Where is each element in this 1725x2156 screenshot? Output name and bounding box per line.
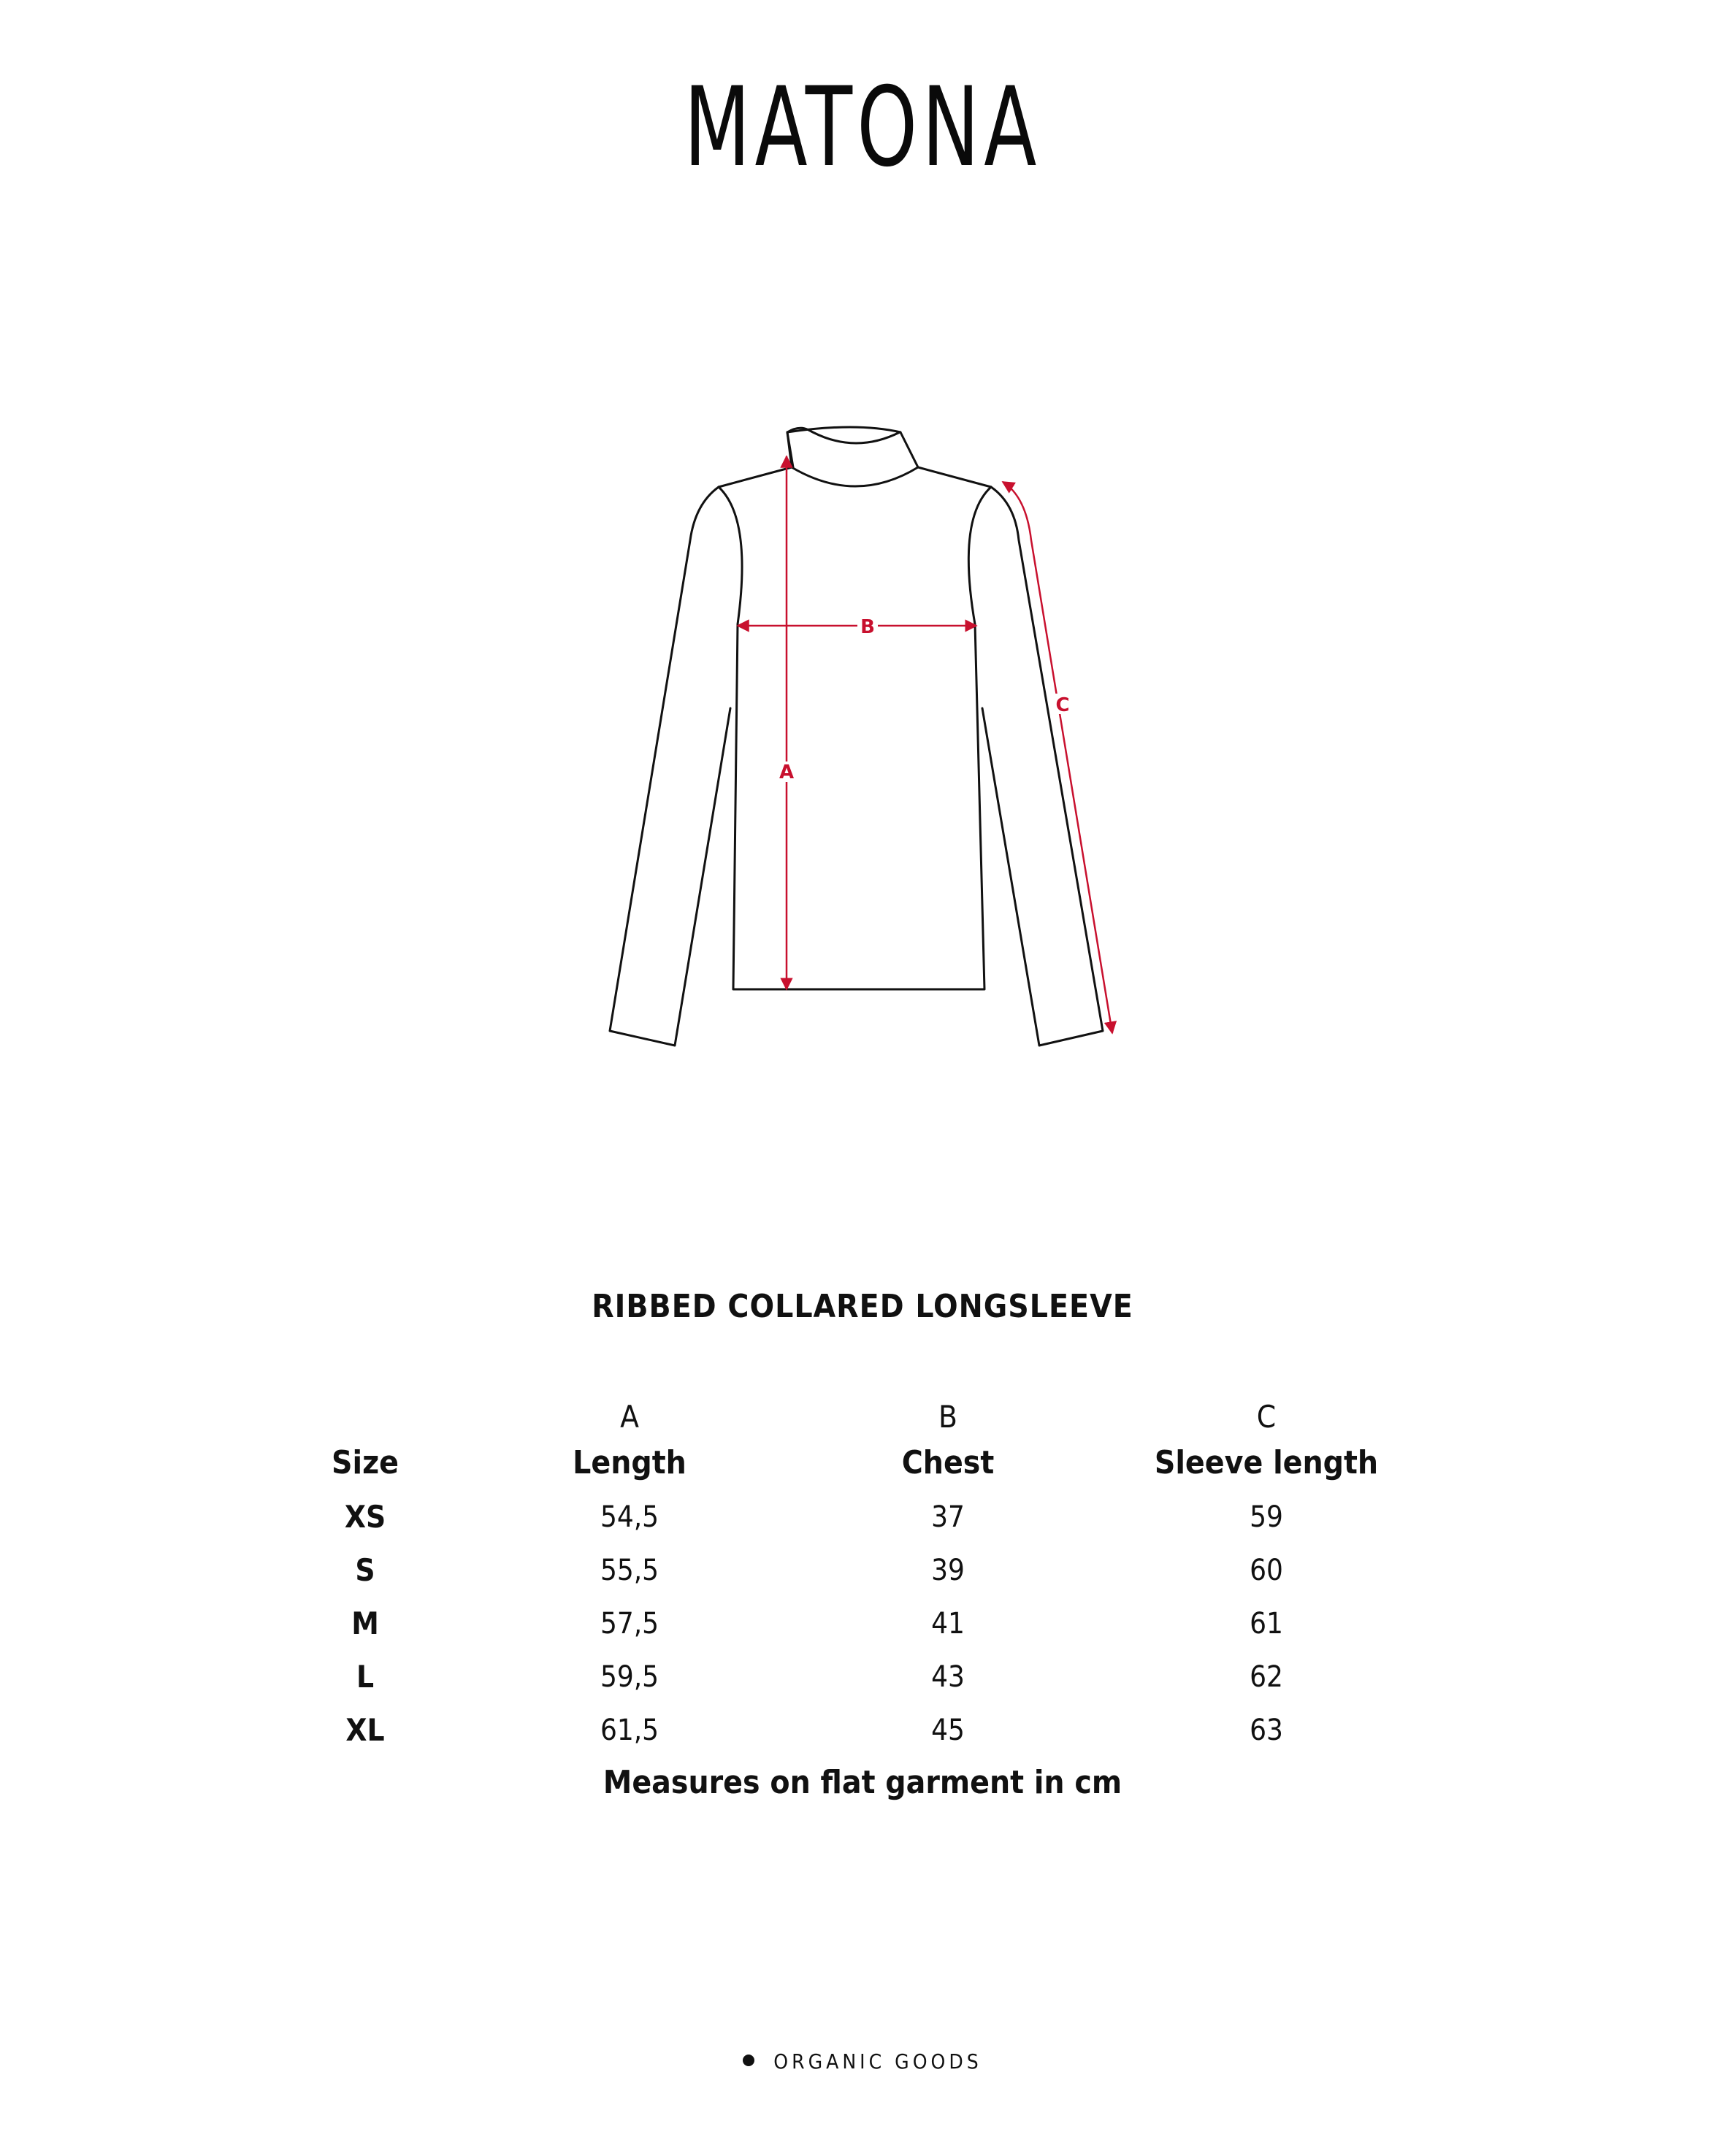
body	[733, 624, 984, 989]
column-label-chest: Chest	[901, 1444, 995, 1481]
right-sleeve	[982, 487, 1103, 1046]
label-c: C	[1055, 694, 1070, 716]
measurement-note: Measures on flat garment in cm	[603, 1764, 1122, 1801]
table-cell: 60	[1250, 1554, 1283, 1587]
table-cell: 37	[931, 1500, 965, 1534]
size-m: M	[351, 1606, 379, 1641]
table-cell: 45	[931, 1714, 965, 1747]
collar-right	[900, 432, 918, 467]
size-s: S	[355, 1552, 375, 1588]
table-cell: 54,5	[600, 1500, 659, 1534]
table-cell: 55,5	[600, 1554, 659, 1587]
sleeve-length-arrow	[1003, 482, 1112, 1033]
size-header: Size	[332, 1444, 399, 1481]
measurement-arrows	[738, 456, 1112, 1033]
table-cell: 41	[931, 1607, 965, 1641]
size-xl: XL	[345, 1712, 385, 1748]
table-cell: 61	[1250, 1607, 1283, 1641]
left-sleeve	[610, 487, 730, 1046]
bullet-icon	[743, 2055, 754, 2066]
table-cell: 59,5	[600, 1660, 659, 1694]
size-l: L	[356, 1659, 375, 1695]
longsleeve-outline	[610, 427, 1103, 1046]
table-cell: 43	[931, 1660, 965, 1694]
footer-text: ORGANIC GOODS	[773, 2049, 982, 2073]
column-letter-a: A	[620, 1399, 639, 1435]
product-title: RIBBED COLLARED LONGSLEEVE	[592, 1288, 1133, 1325]
table-cell: 59	[1250, 1500, 1283, 1534]
right-shoulder	[918, 467, 991, 487]
left-shoulder	[719, 467, 792, 487]
column-label-length: Length	[573, 1444, 686, 1481]
label-a: A	[779, 761, 795, 783]
table-cell: 62	[1250, 1660, 1283, 1694]
table-cell: 63	[1250, 1714, 1283, 1747]
footer	[0, 2049, 1725, 2073]
table-cell: 39	[931, 1554, 965, 1587]
collar-front	[813, 432, 900, 443]
size-xs: XS	[344, 1499, 386, 1535]
label-b: B	[860, 616, 875, 638]
brand-logo: MATONA	[684, 64, 1041, 191]
collar-base	[792, 467, 918, 486]
table-cell: 57,5	[600, 1607, 659, 1641]
column-letter-b: B	[938, 1399, 957, 1435]
table-cell: 61,5	[600, 1714, 659, 1747]
column-letter-c: C	[1256, 1399, 1277, 1435]
right-armhole	[968, 487, 991, 624]
column-label-sleeve-length: Sleeve length	[1154, 1444, 1379, 1481]
left-armhole	[719, 487, 742, 624]
